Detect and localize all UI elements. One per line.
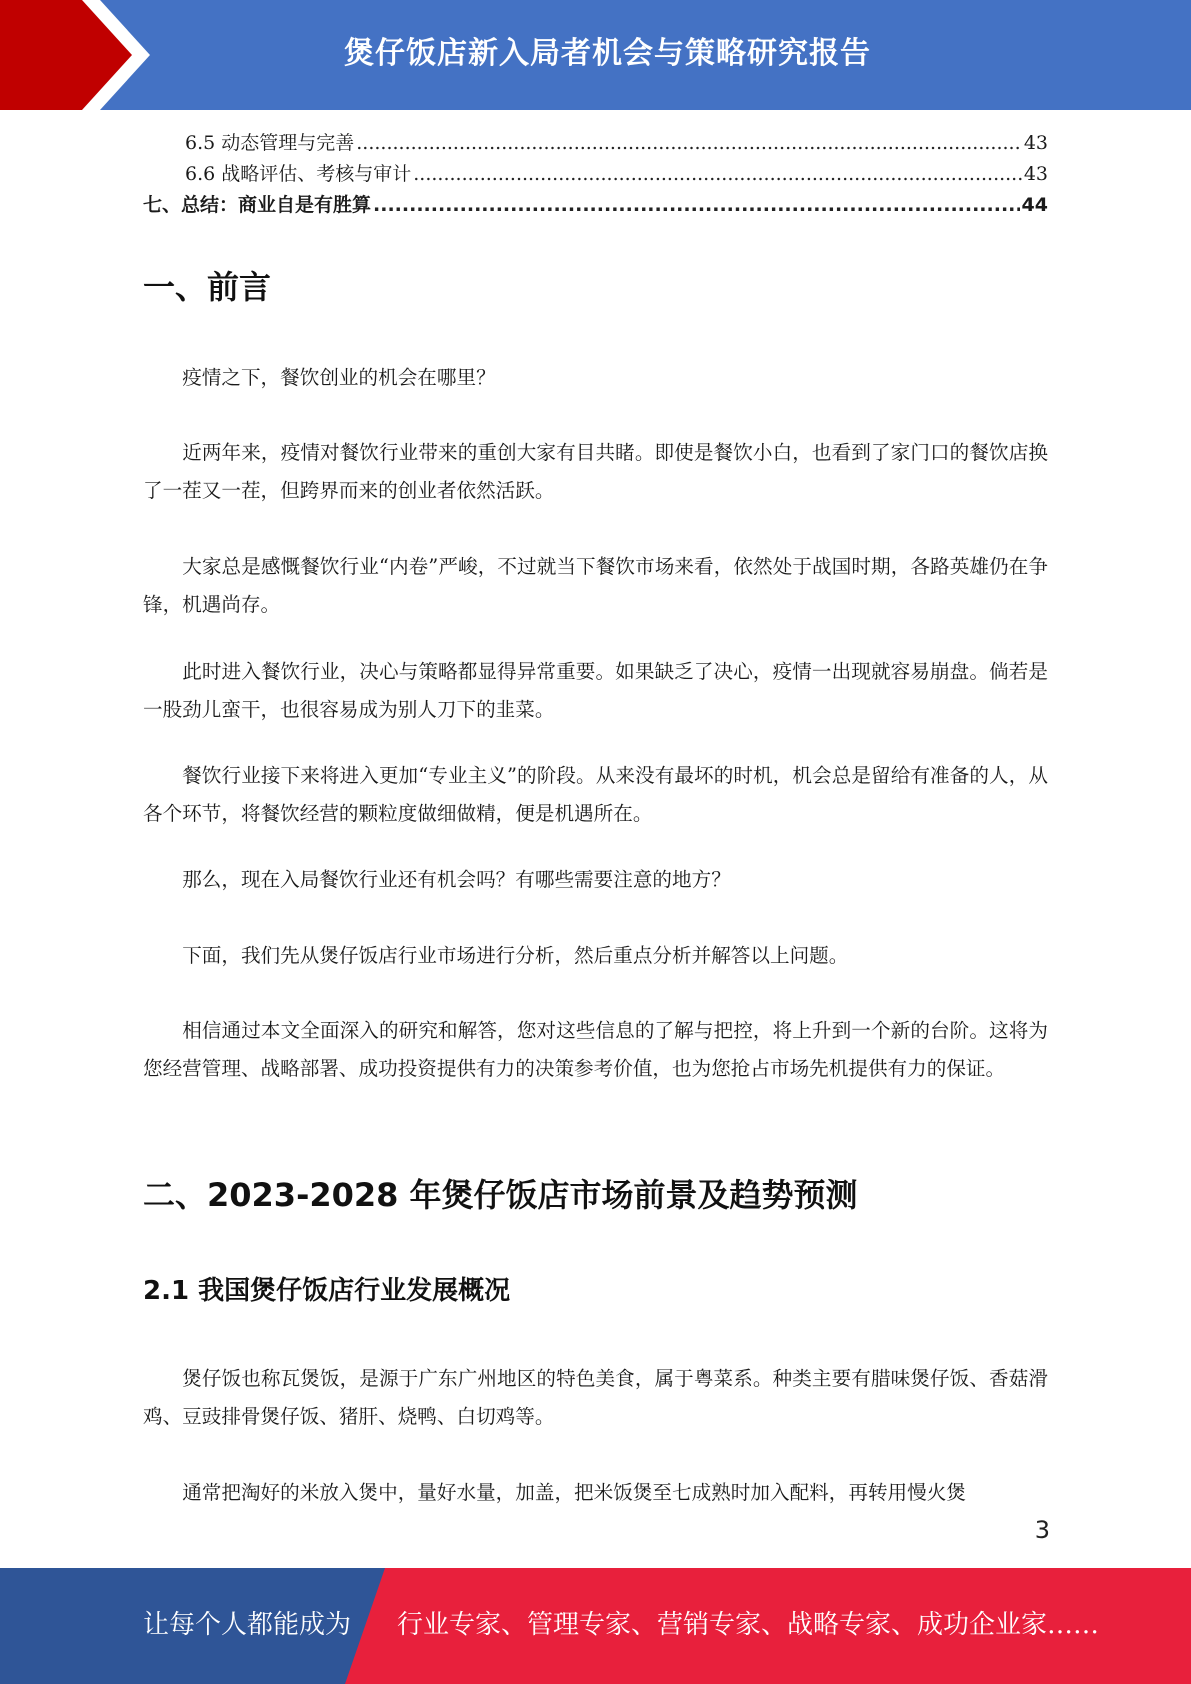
paragraph: 通常把淘好的米放入煲中，量好水量，加盖，把米饭煲至七成熟时加入配料，再转用慢火煲: [182, 1481, 966, 1504]
toc-entry[interactable]: [143, 128, 1048, 159]
toc-entry-label: 6.6 战略评估、考核与审计: [185, 163, 412, 185]
paragraph: 相信通过本文全面深入的研究和解答，您对这些信息的了解与把控，将上升到一个新的台阶。这将为您经营管理、战略部署、成功投资提供有力的决策参考价值，也为您抢占市场先机提供有力的保证。: [143, 1019, 1048, 1080]
toc-leader-dots: [413, 159, 1022, 190]
toc-entry-page: 43: [1023, 163, 1048, 185]
toc-entry-label: 七、总结：商业自是有胜算: [143, 194, 372, 216]
page-footer: [0, 1568, 1191, 1684]
toc-entry-page: 43: [1023, 132, 1048, 154]
toc-entry-page: 44: [1021, 194, 1048, 216]
report-title: 煲仔饭店新入局者机会与策略研究报告: [344, 36, 871, 71]
toc-entry[interactable]: [143, 159, 1048, 190]
paragraph: 近两年来，疫情对餐饮行业带来的重创大家有目共睹。即使是餐饮小白，也看到了家门口的餐饮店换了一茬又一茬，但跨界而来的创业者依然活跃。: [143, 441, 1048, 502]
paragraph: 那么，现在入局餐饮行业还有机会吗？有哪些需要注意的地方？: [182, 868, 731, 891]
toc-leader-dots: [356, 128, 1022, 159]
footer-slogan-left: 让每个人都能成为: [143, 1610, 352, 1640]
subsection-heading: 2.1 我国煲仔饭店行业发展概况: [143, 1276, 511, 1306]
paragraph: 此时进入餐饮行业，决心与策略都显得异常重要。如果缺乏了决心，疫情一出现就容易崩盘。倘若是一股劲儿蛮干，也很容易成为别人刀下的韭菜。: [143, 660, 1048, 721]
footer-slogan-right: 行业专家、管理专家、营销专家、战略专家、成功企业家……: [397, 1610, 1100, 1640]
paragraph: 下面，我们先从煲仔饭店行业市场进行分析，然后重点分析并解答以上问题。: [182, 944, 849, 967]
paragraph: 餐饮行业接下来将进入更加“专业主义”的阶段。从来没有最坏的时机，机会总是留给有准备的人，从各个环节，将餐饮经营的颗粒度做细做精，便是机遇所在。: [143, 764, 1048, 825]
paragraph: 疫情之下，餐饮创业的机会在哪里？: [182, 366, 496, 389]
table-of-contents: [143, 128, 1048, 221]
page-number: 3: [1034, 1516, 1050, 1544]
toc-entry[interactable]: [143, 190, 1048, 221]
paragraph: 大家总是感慨餐饮行业“内卷”严峻，不过就当下餐饮市场来看，依然处于战国时期，各路英雄仍在争锋，机遇尚存。: [143, 555, 1048, 616]
section-heading-market-outlook: 二、2023-2028 年煲仔饭店市场前景及趋势预测: [143, 1176, 858, 1214]
toc-leader-dots: [373, 190, 1020, 221]
page-header: [0, 0, 1191, 110]
toc-entry-label: 6.5 动态管理与完善: [185, 132, 355, 154]
section-heading-preface: 一、前言: [143, 268, 272, 306]
paragraph: 煲仔饭也称瓦煲饭，是源于广东广州地区的特色美食，属于粤菜系。种类主要有腊味煲仔饭、香菇滑鸡、豆豉排骨煲仔饭、猪肝、烧鸭、白切鸡等。: [143, 1367, 1048, 1428]
